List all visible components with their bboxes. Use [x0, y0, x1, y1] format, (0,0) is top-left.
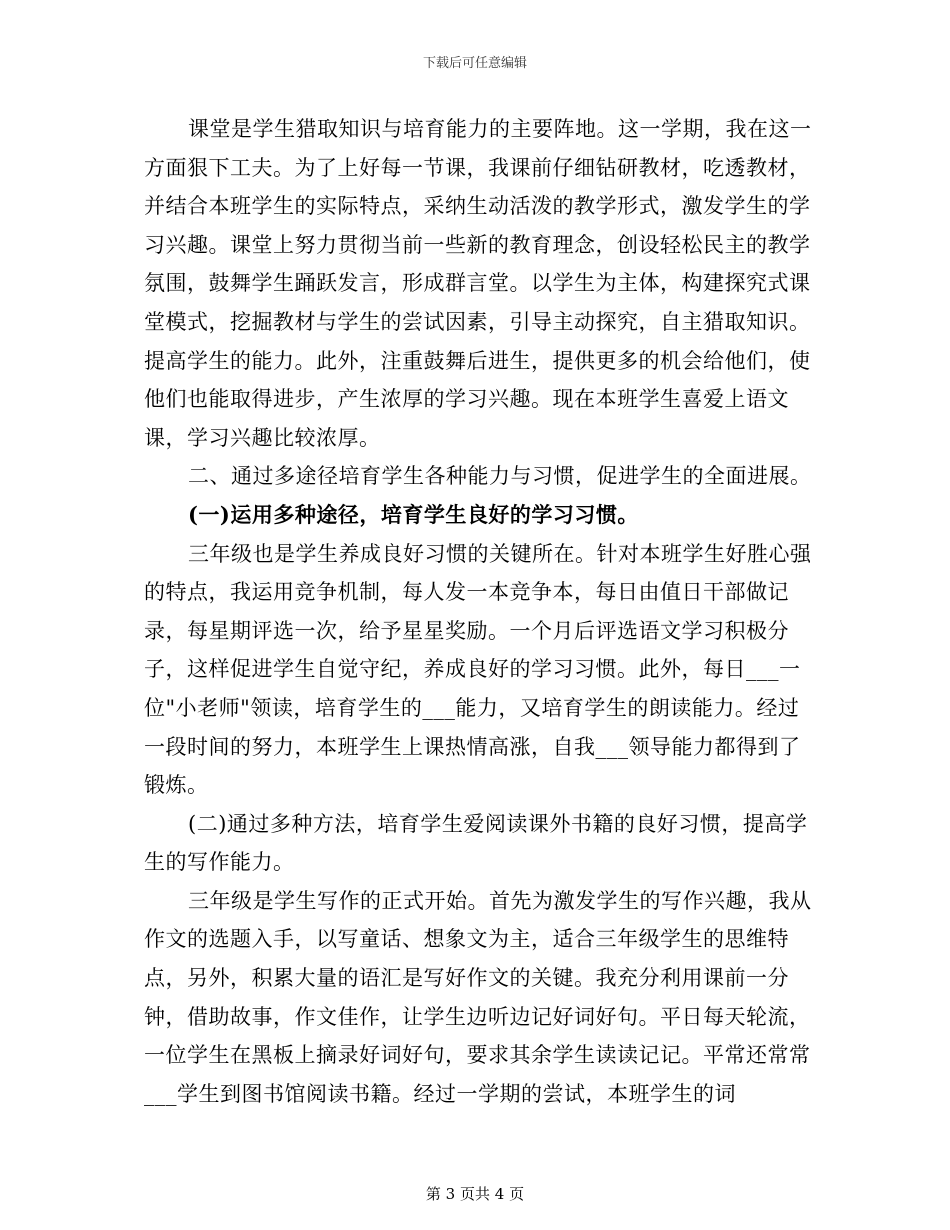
paragraph-writing: 三年级是学生写作的正式开始。首先为激发学生的写作兴趣，我从作文的选题入手，以写童话、想象文为主，适合三年级学生的思维特点，另外，积累大量的语汇是写好作文的关键。我充分利用课前一分钟，借助故事，作文佳作，让学生边听边记好词好句。平日每天轮流，一位学生在黑板上摘录好词好句，要求其余学生读读记记。平常还常常___学生到图书馆阅读书籍。经过一学期的尝试，本班学生的词 — [144, 888, 812, 1106]
subheading-1: (一)运用多种途径，培育学生良好的学习习惯。 — [188, 501, 639, 527]
page-footer: 第 3 页共 4 页 — [425, 1185, 525, 1203]
page-header: 下载后可任意编辑 — [422, 56, 527, 71]
subheading-2: (二)通过多种方法，培育学生爱阅读课外书籍的良好习惯，提高学生的写作能力。 — [144, 811, 808, 875]
paragraph-classroom: 课堂是学生猎取知识与培育能力的主要阵地。这一学期，我在这一方面狠下工夫。为了上好每一节课，我课前仔细钻研教材，吃透教材，并结合本班学生的实际特点，采纳生动活泼的教学形式，激发学生的学习兴趣。课堂上努力贯彻当前一些新的教育理念，创设轻松民主的教学氛围，鼓舞学生踊跃发言，形成群言堂。以学生为主体，构建探究式课堂模式，挖掘教材与学生的尝试因素，引导主动探究，自主猎取知识。提高学生的能力。此外，注重鼓舞后进生，提供更多的机会给他们，使他们也能取得进步，产生浓厚的学习兴趣。现在本班学生喜爱上语文课，学习兴趣比较浓厚。 — [144, 117, 812, 450]
section-heading-2: 二、通过多途径培育学生各种能力与习惯，促进学生的全面进展。 — [188, 464, 812, 489]
document-body — [144, 110, 812, 1113]
paragraph-habits: 三年级也是学生养成良好习惯的关键所在。针对本班学生好胜心强的特点，我运用竞争机制，每人发一本竞争本，每日由值日干部做记录，每星期评选一次，给予星星奖励。一个月后评选语文学习积极分子，这样促进学生自觉守纪，养成良好的学习习惯。此外，每日___一位"小老师"领读，培育学生的___能力，又培育学生的朗读能力。经过一段时间的努力，本班学生上课热情高涨，自我___领导能力都得到了锻炼。 — [144, 541, 812, 798]
